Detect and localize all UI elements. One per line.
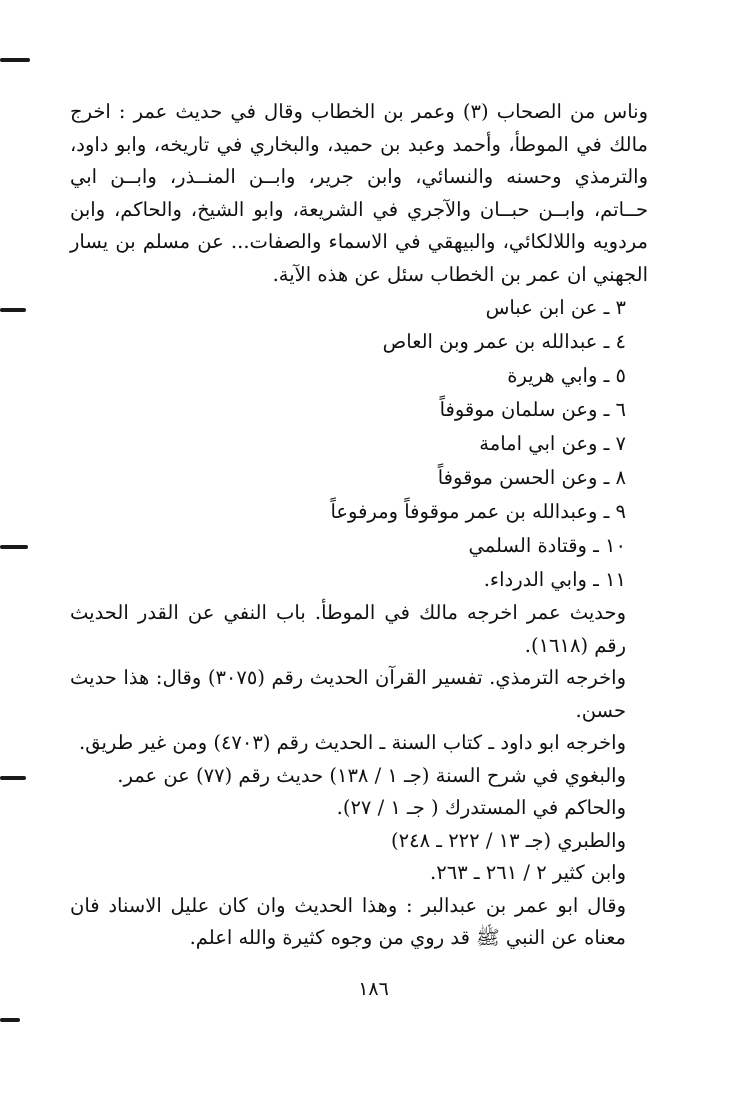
hakim-line: والحاكم في المستدرك ( جـ ١ / ٢٧). xyxy=(336,796,626,819)
scan-edge-mark xyxy=(0,58,30,62)
scan-edge-mark xyxy=(0,1018,20,1022)
list-item: ٧ ـ وعن ابي امامة xyxy=(479,432,626,455)
tirmidhi-paragraph: واخرجه الترمذي. تفسير القرآن الحديث رقم (٣٠٧٥) وقال: هذا حديث حسن. xyxy=(70,666,627,722)
page-number: ١٨٦ xyxy=(358,978,389,1000)
malik-paragraph: وحديث عمر اخرجه مالك في الموطأ. باب النفي عن القدر الحديث رقم (١٦١٨). xyxy=(70,601,626,657)
list-item: ٥ ـ وابي هريرة xyxy=(507,364,626,387)
list-item: ٩ ـ وعبدالله بن عمر موقوفاً ومرفوعاً xyxy=(330,500,626,523)
page-body xyxy=(70,96,648,955)
scan-edge-mark xyxy=(0,308,26,312)
tabari-line: والطبري (جـ ١٣ / ٢٢٢ ـ ٢٤٨) xyxy=(391,828,626,852)
narrators-list xyxy=(70,291,648,597)
list-item: ١٠ ـ وقتادة السلمي xyxy=(468,534,626,557)
intro-paragraph: وناس من الصحاب (٣) وعمر بن الخطاب وقال في حديث عمر : اخرج مالك في الموطأ، وأحمد وعبد بن حميد، والبخاري في تاريخه، وابو داود، والترمذي وحسنه والنسائي، وابن جرير، وابــن المنــذر، وابــن ابي حــاتم، وابــن حبــان والآجري في الشريعة، وابو الشيخ، والحاكم، وابن مردويه واللالكائي، والبيهقي في الاسماء والصفات... عن مسلم بن يسار الجهني ان عمر بن الخطاب سئل عن هذه الآية. xyxy=(70,100,648,286)
baghawi-line: والبغوي في شرح السنة (جـ ١ / ١٣٨) حديث رقم (٧٧) عن عمر. xyxy=(117,763,626,787)
abudawud-paragraph: واخرجه ابو داود ـ كتاب السنة ـ الحديث رقم (٤٧٠٣) ومن غير طريق. xyxy=(79,731,626,754)
list-item: ٦ ـ وعن سلمان موقوفاً xyxy=(439,398,626,421)
closing-paragraph: وقال ابو عمر بن عبدالبر : وهذا الحديث وان كان عليل الاسناد فان معناه عن النبي ﷺ قد روي من وجوه كثيرة والله اعلم. xyxy=(70,893,626,949)
scan-edge-mark xyxy=(0,776,26,780)
ibnkathir-line: وابن كثير ٢ / ٢٦١ ـ ٢٦٣. xyxy=(430,861,626,884)
scan-edge-mark xyxy=(0,545,28,549)
list-item: ٣ ـ عن ابن عباس xyxy=(485,296,626,319)
list-item: ٤ ـ عبدالله بن عمر وبن العاص xyxy=(382,330,626,353)
list-item: ٨ ـ وعن الحسن موقوفاً xyxy=(437,466,626,489)
list-item: ١١ ـ وابي الدرداء. xyxy=(483,568,626,591)
